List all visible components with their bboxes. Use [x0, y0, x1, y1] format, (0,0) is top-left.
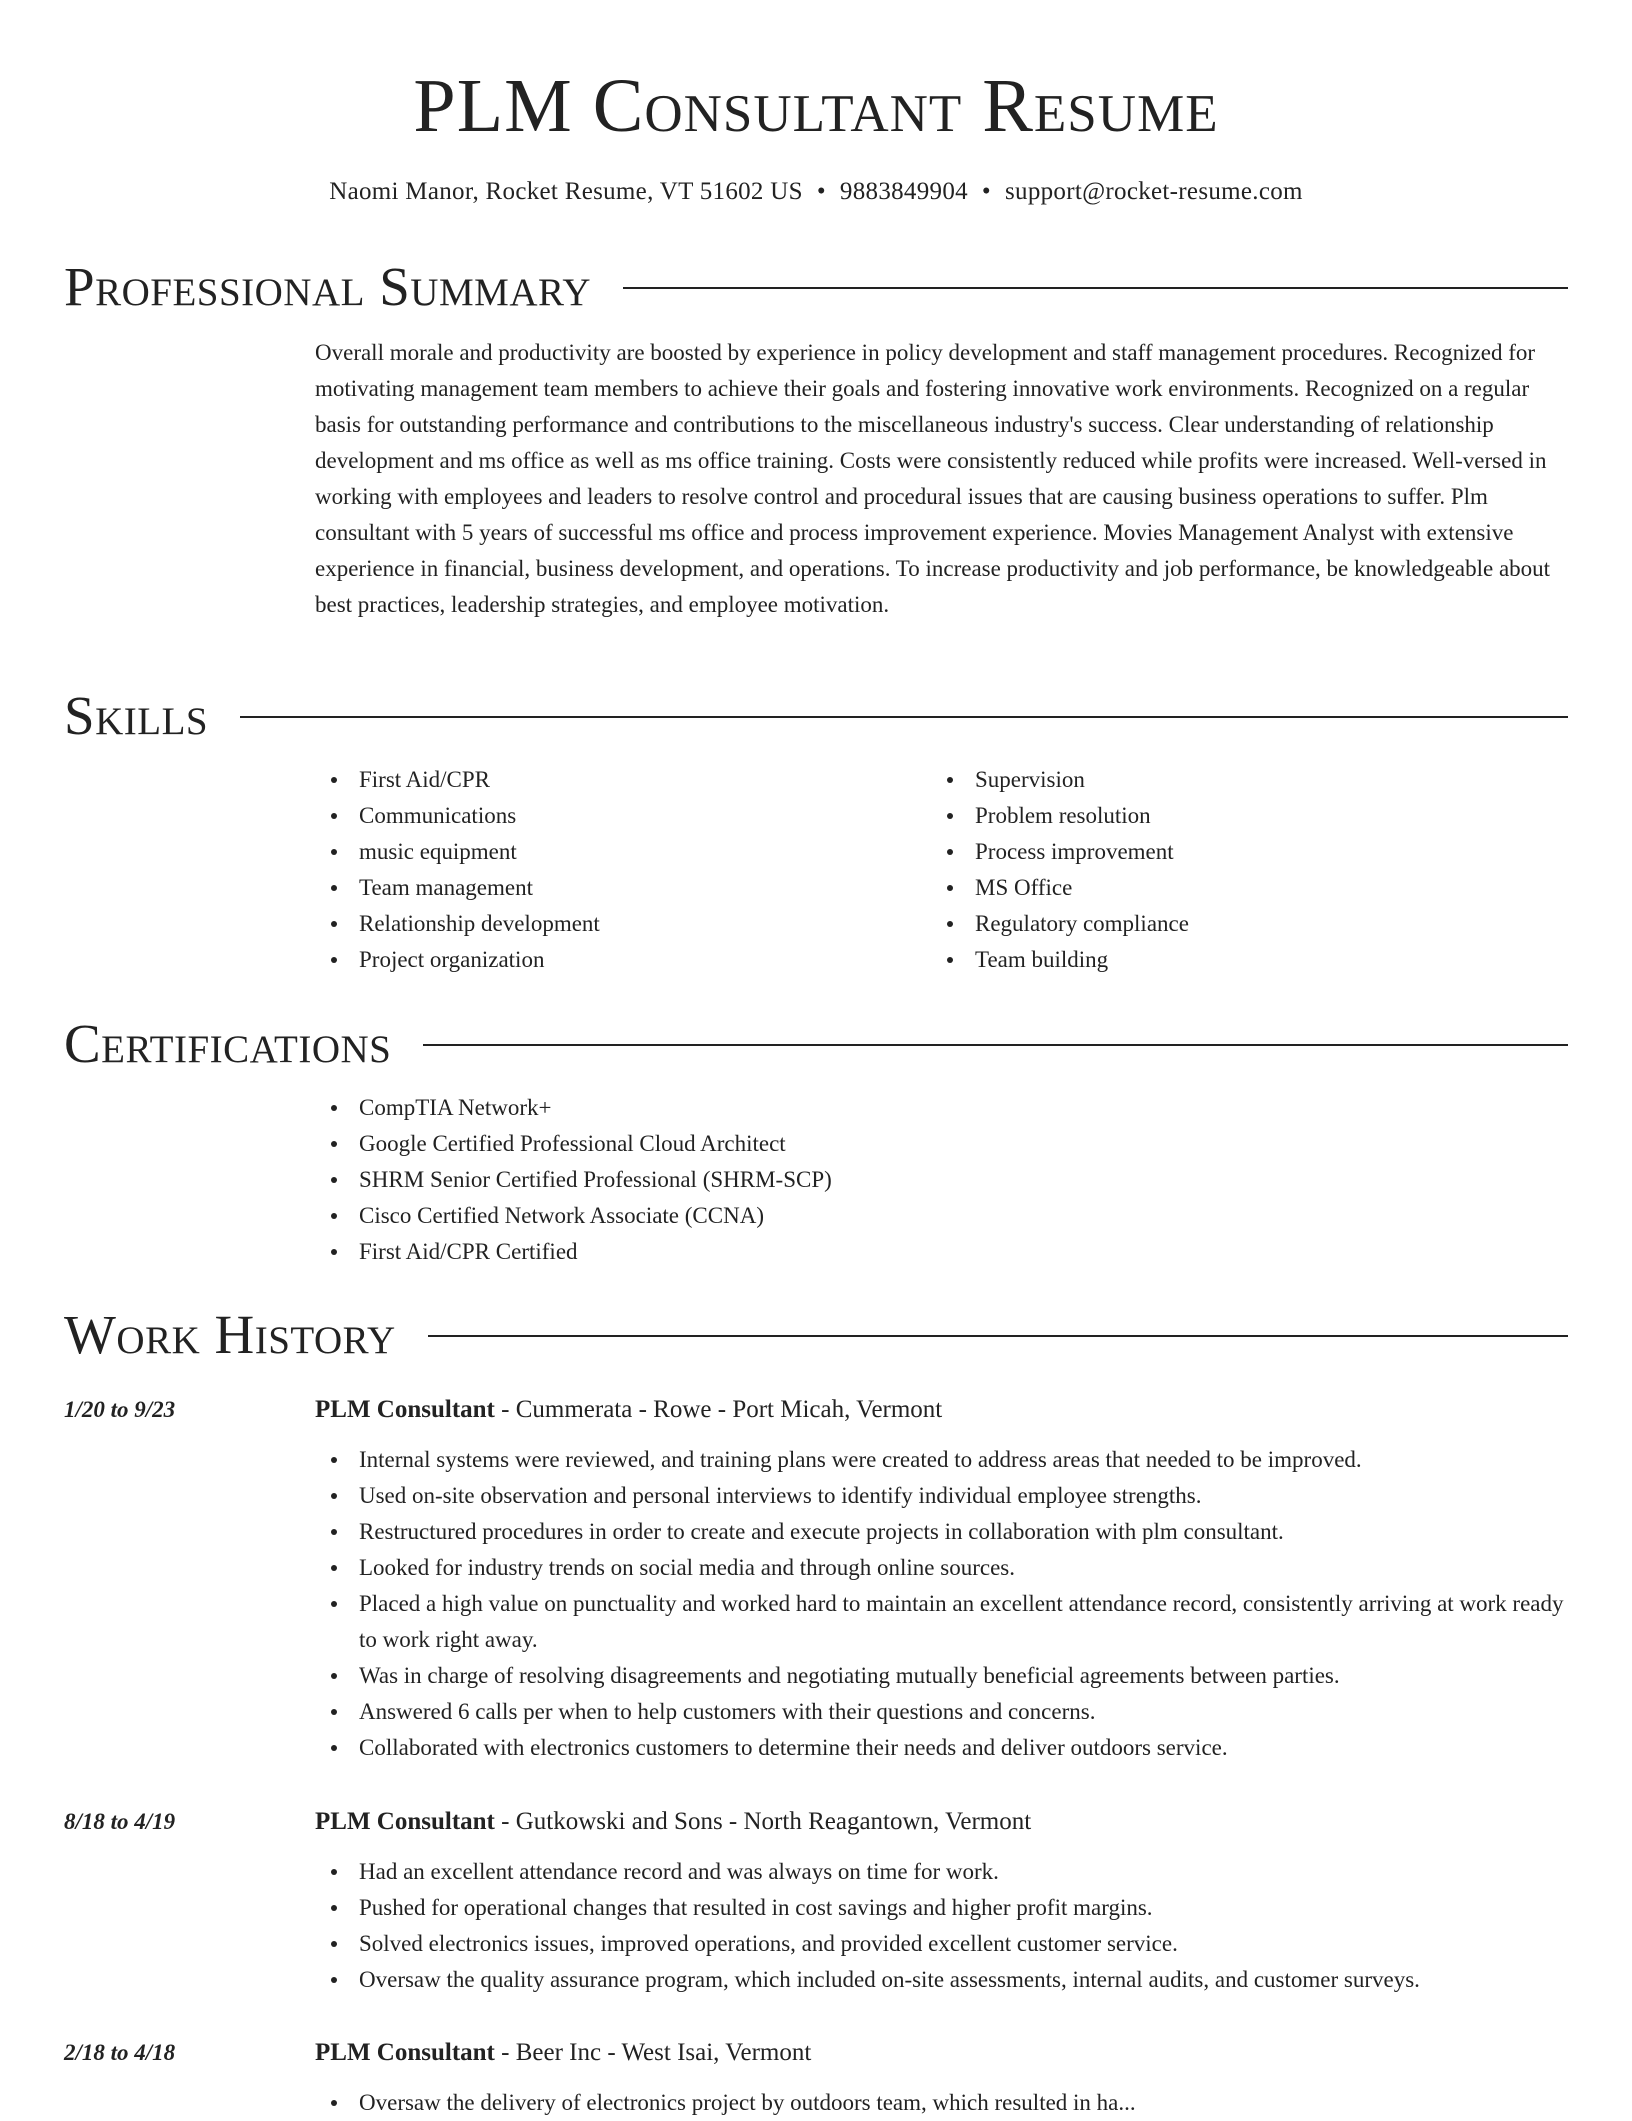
job-title-line — [315, 2039, 811, 2067]
skill-item: Process improvement — [931, 834, 1547, 870]
job-bullet: Was in charge of resolving disagreements and negotiating mutually beneficial agreements between parties. — [315, 1658, 1568, 1694]
certifications-list — [315, 1090, 1568, 1270]
job-title-line — [315, 1396, 942, 1424]
section-title: Certifications — [64, 1013, 392, 1074]
skill-item: Relationship development — [315, 906, 931, 942]
skill-item: Project organization — [315, 942, 931, 978]
contact-line — [64, 172, 1568, 212]
job-entry — [64, 1390, 1568, 1766]
skill-item: Problem resolution — [931, 798, 1547, 834]
job-bullet: Pushed for operational changes that resulted in cost savings and higher profit margins. — [315, 1890, 1568, 1926]
section-header — [64, 1012, 1568, 1076]
job-title-line — [315, 1808, 1031, 1836]
job-title: PLM Consultant — [315, 1808, 495, 1835]
job-company: - Beer Inc - West Isai, Vermont — [494, 2039, 812, 2066]
section-divider — [240, 716, 1568, 718]
job-bullet: Solved electronics issues, improved operations, and provided excellent customer service. — [315, 1926, 1568, 1962]
job-bullets — [315, 1442, 1568, 1766]
skills-section — [64, 684, 1568, 978]
job-bullets — [315, 2085, 1568, 2121]
job-title: PLM Consultant — [315, 1396, 495, 1423]
job-header — [64, 1390, 1568, 1430]
job-dates: 1/20 to 9/23 — [64, 1397, 176, 1422]
job-bullet: Oversaw the delivery of electronics project by outdoors team, which resulted in ha... — [315, 2085, 1568, 2121]
job-header — [64, 2033, 1568, 2073]
skill-item: MS Office — [931, 870, 1547, 906]
job-bullet: Restructured procedures in order to create and execute projects in collaboration with plm consultant. — [315, 1514, 1568, 1550]
contact-email: support@rocket-resume.com — [1004, 178, 1303, 205]
certification-item: Google Certified Professional Cloud Architect — [315, 1126, 1568, 1162]
job-bullet: Looked for industry trends on social media and through online sources. — [315, 1550, 1568, 1586]
certification-item: CompTIA Network+ — [315, 1090, 1568, 1126]
job-entry — [64, 1802, 1568, 1998]
job-title: PLM Consultant — [315, 2039, 495, 2066]
job-bullet: Oversaw the quality assurance program, which included on-site assessments, internal audits, and customer surveys. — [315, 1962, 1568, 1998]
work-history-section — [64, 1303, 1568, 1367]
job-bullet: Internal systems were reviewed, and training plans were created to address areas that needed to be improved. — [315, 1442, 1568, 1478]
section-title: Skills — [64, 685, 209, 746]
section-header — [64, 255, 1568, 319]
section-divider — [423, 1044, 1568, 1046]
skills-grid — [315, 762, 1568, 978]
job-bullet: Used on-site observation and personal interviews to identify individual employee strengths. — [315, 1478, 1568, 1514]
contact-separator: • — [816, 178, 826, 205]
skill-item: First Aid/CPR — [315, 762, 931, 798]
section-title: Work History — [64, 1304, 396, 1365]
job-dates: 2/18 to 4/18 — [64, 2040, 176, 2065]
skill-item: Team management — [315, 870, 931, 906]
section-divider — [428, 1335, 1568, 1337]
contact-separator: • — [981, 178, 991, 205]
skill-item: music equipment — [315, 834, 931, 870]
summary-text: Overall morale and productivity are boosted by experience in policy development and staff management procedures. Recognized for motivating management team members to achieve their goals and fostering innovative work environments. Recognized on a regular basis for outstanding performance and contributions to the miscellaneous industry's success. Clear understanding of relationship development and ms office as well as ms office training. Costs were consistently reduced while profits were increased. Well-versed in working with employees and leaders to resolve control and procedural issues that are causing business operations to suffer. Plm consultant with 5 years of successful ms office and process improvement experience. Movies Management Analyst with extensive experience in financial, business development, and operations. To increase productivity and job performance, be knowledgeable about best practices, leadership strategies, and employee motivation. — [315, 340, 1551, 617]
job-company: - Cummerata - Rowe - Port Micah, Vermont — [494, 1396, 943, 1423]
section-title: Professional Summary — [64, 256, 592, 317]
summary-section — [64, 255, 1568, 623]
skill-item: Communications — [315, 798, 931, 834]
section-header — [64, 1303, 1568, 1367]
job-bullet: Had an excellent attendance record and was always on time for work. — [315, 1854, 1568, 1890]
section-header — [64, 684, 1568, 748]
certification-item: Cisco Certified Network Associate (CCNA) — [315, 1198, 1568, 1234]
contact-address: Naomi Manor, Rocket Resume, VT 51602 US — [329, 178, 803, 205]
job-bullets — [315, 1854, 1568, 1998]
job-bullet: Answered 6 calls per when to help customers with their questions and concerns. — [315, 1694, 1568, 1730]
job-company: - Gutkowski and Sons - North Reagantown, Vermont — [494, 1808, 1032, 1835]
job-bullet: Collaborated with electronics customers to determine their needs and deliver outdoors service. — [315, 1730, 1568, 1766]
job-bullet: Placed a high value on punctuality and worked hard to maintain an excellent attendance record, consistently arriving at work ready to work right away. — [315, 1586, 1568, 1658]
section-divider — [623, 287, 1568, 289]
skills-column-left — [315, 762, 931, 978]
skill-item: Regulatory compliance — [931, 906, 1547, 942]
skills-column-right — [931, 762, 1547, 978]
job-header — [64, 1802, 1568, 1842]
skill-item: Supervision — [931, 762, 1547, 798]
certification-item: First Aid/CPR Certified — [315, 1234, 1568, 1270]
resume-title: PLM Consultant Resume — [413, 64, 1219, 148]
skill-item: Team building — [931, 942, 1547, 978]
contact-phone: 9883849904 — [839, 178, 968, 205]
certification-item: SHRM Senior Certified Professional (SHRM-SCP) — [315, 1162, 1568, 1198]
job-dates: 8/18 to 4/19 — [64, 1809, 176, 1834]
certifications-section — [64, 1012, 1568, 1270]
job-entry — [64, 2033, 1568, 2121]
